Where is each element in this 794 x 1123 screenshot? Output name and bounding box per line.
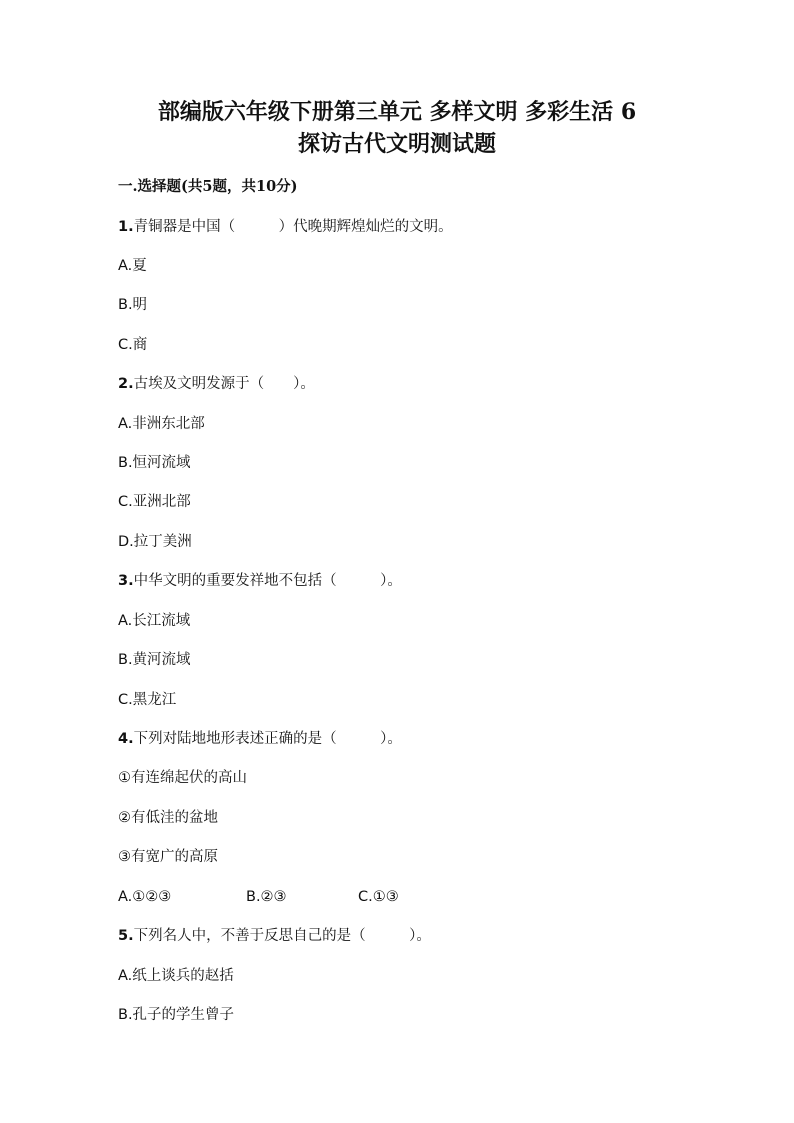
question-number: 5. bbox=[118, 928, 134, 944]
section-heading: 一.选择题(共5题，共10分) bbox=[118, 178, 298, 195]
option-2a[interactable]: A.非洲东北部 bbox=[118, 416, 205, 432]
option-5b[interactable]: B.孔子的学生曾子 bbox=[118, 1007, 235, 1023]
document-title-line-2: 探访古代文明测试题 bbox=[297, 131, 496, 157]
option-5a[interactable]: A.纸上谈兵的赵括 bbox=[118, 968, 234, 984]
question-4 bbox=[118, 729, 402, 749]
question-stem: 下列对陆地地形表述正确的是（ ）。 bbox=[133, 731, 402, 747]
option-1b[interactable]: B.明 bbox=[118, 297, 148, 313]
option-2d[interactable]: D.拉丁美洲 bbox=[118, 534, 192, 550]
option-2b[interactable]: B.恒河流域 bbox=[118, 455, 191, 471]
option-3c[interactable]: C.黑龙江 bbox=[118, 692, 177, 708]
question-2 bbox=[118, 374, 315, 394]
option-1a[interactable]: A.夏 bbox=[118, 258, 147, 274]
option-3a[interactable]: A.长江流域 bbox=[118, 613, 191, 629]
option-3b[interactable]: B.黄河流域 bbox=[118, 652, 191, 668]
options-row-4 bbox=[118, 887, 518, 907]
statement-4-3: ③有宽广的高原 bbox=[118, 849, 218, 865]
question-5 bbox=[118, 926, 431, 946]
option-4c[interactable]: C.①③ bbox=[358, 889, 399, 905]
question-1 bbox=[118, 217, 453, 237]
statement-4-1: ①有连绵起伏的高山 bbox=[118, 770, 247, 786]
option-4a[interactable]: A.①②③ bbox=[118, 889, 172, 905]
question-number: 3. bbox=[118, 573, 134, 589]
question-number: 4. bbox=[118, 731, 134, 747]
question-stem: 下列名人中，不善于反思自己的是（ ）。 bbox=[133, 928, 431, 944]
question-3 bbox=[118, 571, 402, 591]
question-stem: 古埃及文明发源于（ ）。 bbox=[133, 376, 315, 392]
statement-4-2: ②有低洼的盆地 bbox=[118, 810, 218, 826]
question-number: 2. bbox=[118, 376, 134, 392]
option-2c[interactable]: C.亚洲北部 bbox=[118, 494, 191, 510]
question-stem: 中华文明的重要发祥地不包括（ ）。 bbox=[133, 573, 402, 589]
option-4b[interactable]: B.②③ bbox=[246, 889, 287, 905]
question-number: 1. bbox=[118, 219, 134, 235]
question-stem: 青铜器是中国（ ）代晚期辉煌灿烂的文明。 bbox=[133, 219, 453, 235]
option-1c[interactable]: C.商 bbox=[118, 337, 148, 353]
document-title-line-1: 部编版六年级下册第三单元 多样文明 多彩生活 6 bbox=[157, 99, 637, 125]
